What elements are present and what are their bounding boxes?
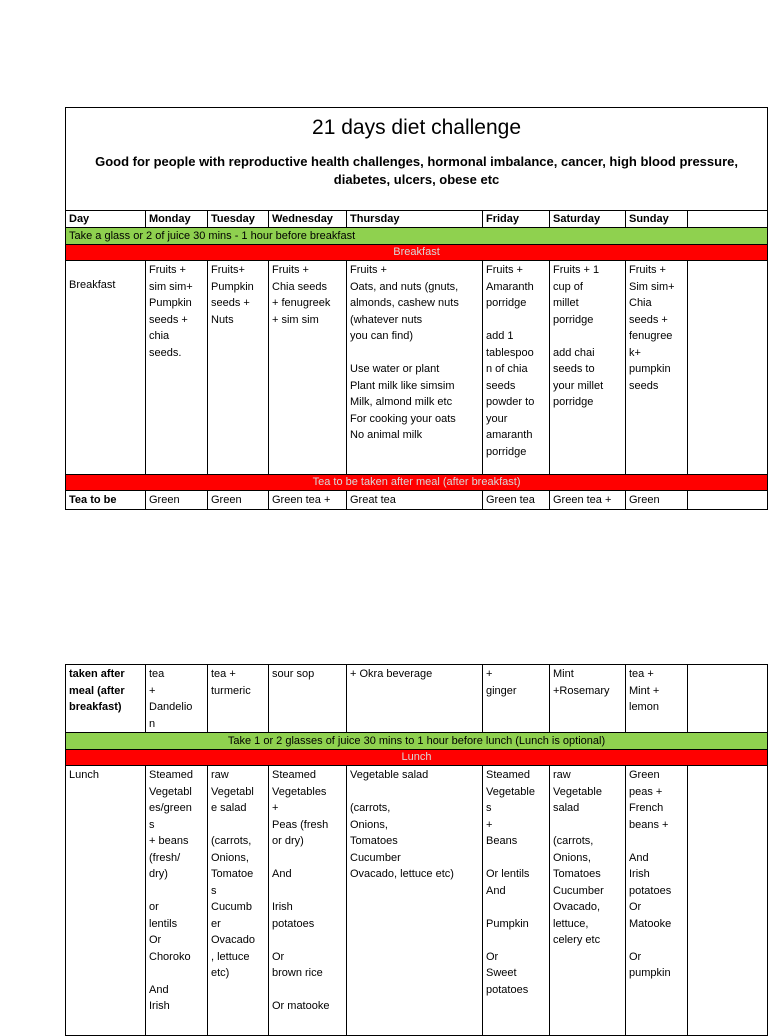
title-cell — [66, 108, 768, 211]
diet-table-top — [65, 107, 768, 510]
tea-label-part1: Tea to be — [66, 491, 146, 510]
lunch-empty — [688, 766, 768, 1036]
breakfast-monday: Fruits + sim sim+ Pumpkin seeds + chia seeds. — [146, 261, 208, 475]
lunch-saturday: raw Vegetable salad (carrots, Onions, Tomatoes Cucumber Ovacado, lettuce, celery etc — [550, 766, 626, 1036]
tea-row-part2 — [66, 665, 768, 733]
col-header-sunday: Sunday — [626, 211, 688, 228]
tea-thursday-part1: Great tea — [347, 491, 483, 510]
breakfast-wednesday: Fruits + Chia seeds + fenugreek + sim sim — [269, 261, 347, 475]
juice-note-lunch: Take 1 or 2 glasses of juice 30 mins to 1 hour before lunch (Lunch is optional) — [66, 733, 768, 750]
juice-note-breakfast: Take a glass or 2 of juice 30 mins - 1 hour before breakfast — [66, 228, 768, 245]
breakfast-empty — [688, 261, 768, 475]
tea-sunday-part2: tea + Mint + lemon — [626, 665, 688, 733]
lunch-tuesday: raw Vegetabl e salad (carrots, Onions, Tomatoe s Cucumb er Ovacado , lettuce etc) — [208, 766, 269, 1036]
tea-sunday-part1: Green — [626, 491, 688, 510]
tea-tuesday-part1: Green — [208, 491, 269, 510]
tea-monday-part2: tea + Dandelio n — [146, 665, 208, 733]
breakfast-label: Breakfast — [66, 261, 146, 475]
tea-empty-part1 — [688, 491, 768, 510]
diet-table-bottom — [65, 664, 768, 1036]
col-header-empty — [688, 211, 768, 228]
header-row — [66, 211, 768, 228]
tea-label-part2: taken after meal (after breakfast) — [66, 665, 146, 733]
tea-thursday-part2: + Okra beverage — [347, 665, 483, 733]
tea-wednesday-part1: Green tea + — [269, 491, 347, 510]
tea-friday-part1: Green tea — [483, 491, 550, 510]
col-header-friday: Friday — [483, 211, 550, 228]
col-header-monday: Monday — [146, 211, 208, 228]
tea-saturday-part1: Green tea + — [550, 491, 626, 510]
tea-monday-part1: Green — [146, 491, 208, 510]
col-header-day: Day — [66, 211, 146, 228]
col-header-saturday: Saturday — [550, 211, 626, 228]
breakfast-thursday: Fruits + Oats, and nuts (gnuts, almonds, cashew nuts (whatever nuts you can find) Use water or plant Plant milk like simsim Milk, almond milk etc For cooking your oats No animal milk — [347, 261, 483, 475]
page-subtitle: Good for people with reproductive health challenges, hormonal imbalance, cancer, high blood pressure, diabetes, ulcers, obese etc — [95, 154, 738, 187]
lunch-sunday: Green peas + French beans + And Irish potatoes Or Matooke Or pumpkin — [626, 766, 688, 1036]
breakfast-saturday: Fruits + 1 cup of millet porridge add chai seeds to your millet porridge — [550, 261, 626, 475]
lunch-friday: Steamed Vegetable s + Beans Or lentils And Pumpkin Or Sweet potatoes — [483, 766, 550, 1036]
tea-tuesday-part2: tea + turmeric — [208, 665, 269, 733]
tea-row-part1 — [66, 491, 768, 510]
breakfast-tuesday: Fruits+ Pumpkin seeds + Nuts — [208, 261, 269, 475]
col-header-thursday: Thursday — [347, 211, 483, 228]
breakfast-row — [66, 261, 768, 475]
lunch-banner: Lunch — [66, 750, 768, 766]
lunch-wednesday: Steamed Vegetables + Peas (fresh or dry) And Irish potatoes Or brown rice Or matooke — [269, 766, 347, 1036]
page-title: 21 days diet challenge — [312, 116, 522, 139]
breakfast-sunday: Fruits + Sim sim+ Chia seeds + fenugree k+ pumpkin seeds — [626, 261, 688, 475]
tea-friday-part2: + ginger — [483, 665, 550, 733]
lunch-label: Lunch — [66, 766, 146, 1036]
lunch-thursday: Vegetable salad (carrots, Onions, Tomatoes Cucumber Ovacado, lettuce etc) — [347, 766, 483, 1036]
col-header-wednesday: Wednesday — [269, 211, 347, 228]
tea-wednesday-part2: sour sop — [269, 665, 347, 733]
col-header-tuesday: Tuesday — [208, 211, 269, 228]
lunch-monday: Steamed Vegetabl es/green s + beans (fresh/ dry) or lentils Or Choroko And Irish — [146, 766, 208, 1036]
tea-empty-part2 — [688, 665, 768, 733]
tea-saturday-part2: Mint +Rosemary — [550, 665, 626, 733]
tea-banner: Tea to be taken after meal (after breakfast) — [66, 475, 768, 491]
breakfast-friday: Fruits + Amaranth porridge add 1 tablespoo n of chia seeds powder to your amaranth porridge — [483, 261, 550, 475]
lunch-row — [66, 766, 768, 1036]
breakfast-banner: Breakfast — [66, 245, 768, 261]
